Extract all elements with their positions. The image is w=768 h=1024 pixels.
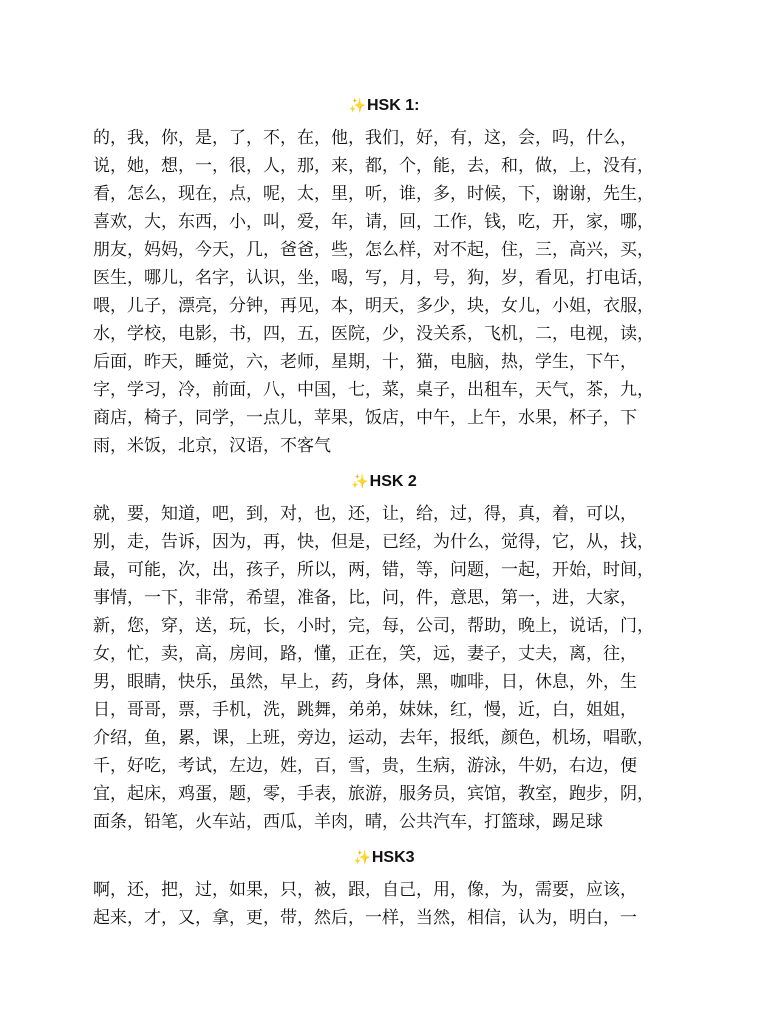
word-line: 雨，米饭，北京，汉语，不客气	[93, 436, 331, 456]
section-title-hsk3: ✨HSK3	[353, 849, 415, 866]
word-line: 别，走，告诉，因为，再，快，但是，已经，为什么，觉得，它，从，找，	[93, 532, 654, 552]
word-line: 面条，铅笔，火车站，西瓜，羊肉，晴，公共汽车，打篮球，踢足球	[93, 812, 603, 832]
word-line: 喜欢，大，东西，小，叫，爱，年，请，回，工作，钱，吃，开，家，哪，	[93, 212, 654, 232]
section-title-hsk1: ✨HSK 1:	[348, 97, 420, 114]
word-line: 新，您，穿，送，玩，长，小时，完，每，公司，帮助，晚上，说话，门，	[93, 616, 654, 636]
sparkles-icon: ✨	[348, 97, 366, 113]
word-line: 字，学习，冷，前面，八，中国，七，菜，桌子，出租车，天气，茶，九，	[93, 380, 654, 400]
word-line: 说，她，想，一，很，人，那，来，都，个，能，去，和，做，上，没有，	[93, 156, 654, 176]
word-line: 啊，还，把，过，如果，只，被，跟，自己，用，像，为，需要，应该，	[93, 880, 637, 900]
section-title-hsk2: ✨HSK 2	[351, 473, 417, 490]
word-line: 商店，椅子，同学，一点儿，苹果，饭店，中午，上午，水果，杯子，下	[93, 408, 637, 428]
word-line: 最，可能，次，出，孩子，所以，两，错，等，问题，一起，开始，时间，	[93, 560, 654, 580]
sparkles-icon: ✨	[351, 473, 369, 489]
word-line: 宜，起床，鸡蛋，题，零，手表，旅游，服务员，宾馆，教室，跑步，阴，	[93, 784, 654, 804]
word-line: 千，好吃，考试，左边，姓，百，雪，贵，生病，游泳，牛奶，右边，便	[93, 756, 637, 776]
word-line: 喂，儿子，漂亮，分钟，再见，本，明天，多少，块，女儿，小姐，衣服，	[93, 296, 654, 316]
word-line: 介绍，鱼，累，课，上班，旁边，运动，去年，报纸，颜色，机场，唱歌，	[93, 728, 654, 748]
word-line: 后面，昨天，睡觉，六，老师，星期，十，猫，电脑，热，学生，下午，	[93, 352, 637, 372]
sparkles-icon: ✨	[353, 849, 371, 865]
word-line: 朋友，妈妈，今天，几，爸爸，些，怎么样，对不起，住，三，高兴，买，	[93, 240, 654, 260]
word-line: 事情，一下，非常，希望，准备，比，问，件，意思，第一，进，大家，	[93, 588, 637, 608]
word-line: 就，要，知道，吧，到，对，也，还，让，给，过，得，真，着，可以，	[93, 504, 637, 524]
word-line: 看，怎么，现在，点，呢，太，里，听，谁，多，时候，下，谢谢，先生，	[93, 184, 654, 204]
word-line: 男，眼睛，快乐，虽然，早上，药，身体，黑，咖啡，日，休息，外，生	[93, 672, 637, 692]
word-line: 的，我，你，是，了，不，在，他，我们，好，有，这，会，吗，什么，	[93, 128, 637, 148]
word-line: 女，忙，卖，高，房间，路，懂，正在，笑，远，妻子，丈夫，离，往，	[93, 644, 637, 664]
word-line: 水，学校，电影，书，四，五，医院，少，没关系，飞机，二，电视，读，	[93, 324, 654, 344]
word-line: 日，哥哥，票，手机，洗，跳舞，弟弟，妹妹，红，慢，近，白，姐姐，	[93, 700, 637, 720]
word-line: 起来，才，又，拿，更，带，然后，一样，当然，相信，认为，明白，一	[93, 908, 637, 928]
word-line: 医生，哪儿，名字，认识，坐，喝，写，月，号，狗，岁，看见，打电话，	[93, 268, 654, 288]
